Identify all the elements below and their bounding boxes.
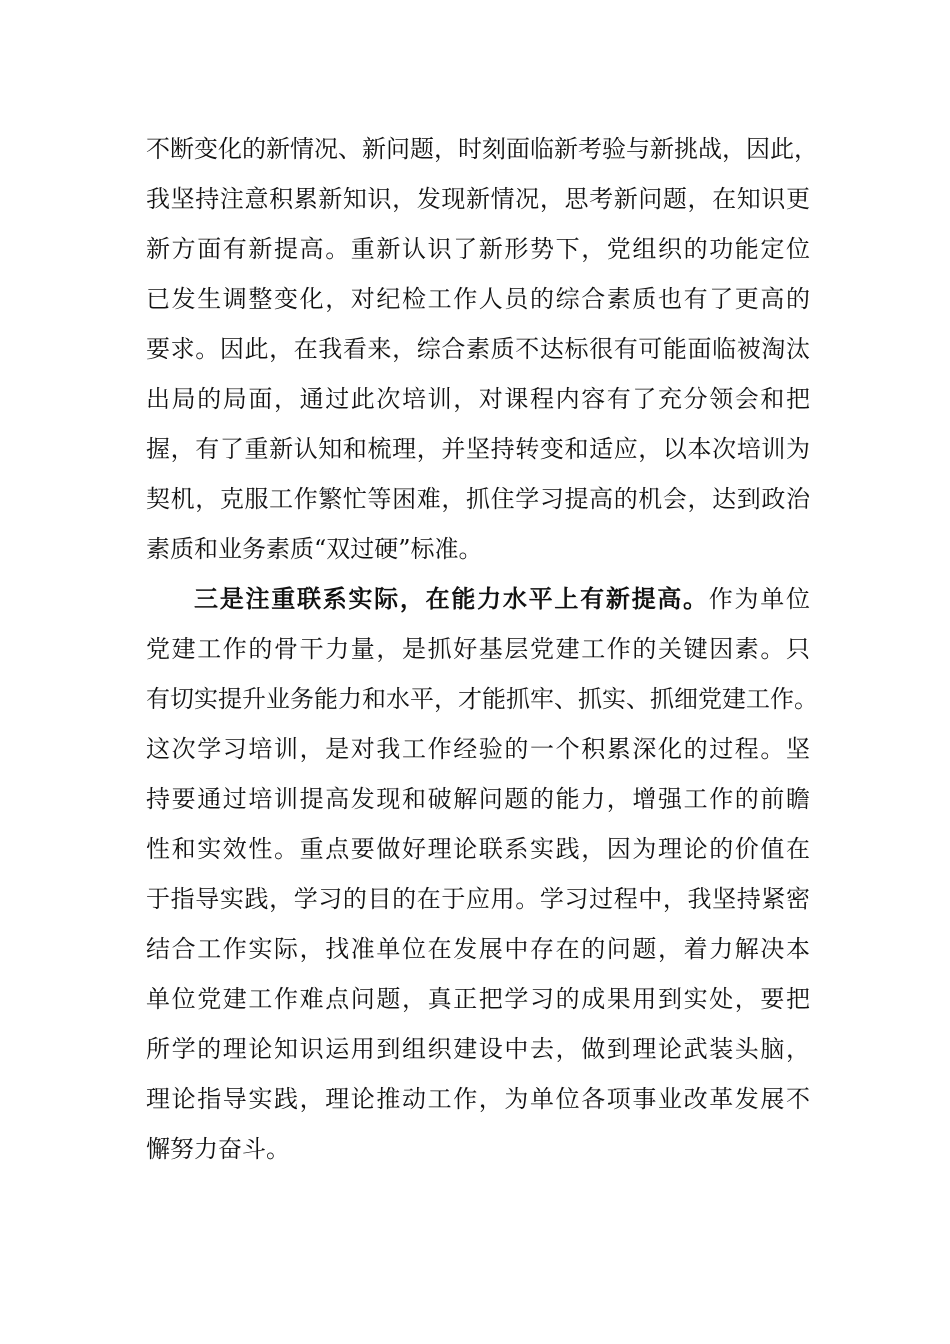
text-line: 党建工作的骨干力量，是抓好基层党建工作的关键因素。只 — [146, 635, 810, 663]
text-line: 素质和业务素质“双过硬”标准。 — [146, 535, 483, 563]
text-line: 已发生调整变化，对纪检工作人员的综合素质也有了更高的 — [146, 285, 810, 313]
section-heading: 三是注重联系实际，在能力水平上有新提高。 — [194, 584, 709, 613]
paragraph-first-line — [146, 574, 810, 624]
text-line: 契机，克服工作繁忙等困难，抓住学习提高的机会，达到政治 — [146, 485, 810, 513]
text-line: 我坚持注意积累新知识，发现新情况，思考新问题，在知识更 — [146, 185, 810, 213]
document-page — [146, 124, 818, 1174]
paragraph-2 — [146, 574, 818, 1174]
text-line: 这次学习培训，是对我工作经验的一个积累深化的过程。坚 — [146, 735, 810, 763]
text-line: 所学的理论知识运用到组织建设中去，做到理论武装头脑， — [146, 1035, 810, 1063]
text-line: 持要通过培训提高发现和破解问题的能力，增强工作的前瞻 — [146, 785, 810, 813]
paragraph-1 — [146, 124, 818, 574]
text-line: 出局的局面，通过此次培训，对课程内容有了充分领会和把 — [146, 385, 810, 413]
text-line: 不断变化的新情况、新问题，时刻面临新考验与新挑战，因此， — [146, 135, 818, 163]
text-line: 有切实提升业务能力和水平，才能抓牢、抓实、抓细党建工作。 — [146, 685, 818, 713]
text-line: 单位党建工作难点问题，真正把学习的成果用到实处，要把 — [146, 985, 810, 1013]
text-line: 握，有了重新认知和梳理，并坚持转变和适应，以本次培训为 — [146, 435, 810, 463]
heading-line-rest: 作为单位 — [708, 585, 810, 613]
text-line: 理论指导实践，理论推动工作，为单位各项事业改革发展不 — [146, 1085, 810, 1113]
text-line: 结合工作实际，找准单位在发展中存在的问题，着力解决本 — [146, 935, 810, 963]
text-line: 新方面有新提高。重新认识了新形势下，党组织的功能定位 — [146, 235, 810, 263]
text-line: 要求。因此，在我看来，综合素质不达标很有可能面临被淘汰 — [146, 335, 810, 363]
text-line: 性和实效性。重点要做好理论联系实践，因为理论的价值在 — [146, 835, 810, 863]
text-line: 懈努力奋斗。 — [146, 1135, 290, 1163]
text-line: 于指导实践，学习的目的在于应用。学习过程中，我坚持紧密 — [146, 885, 810, 913]
